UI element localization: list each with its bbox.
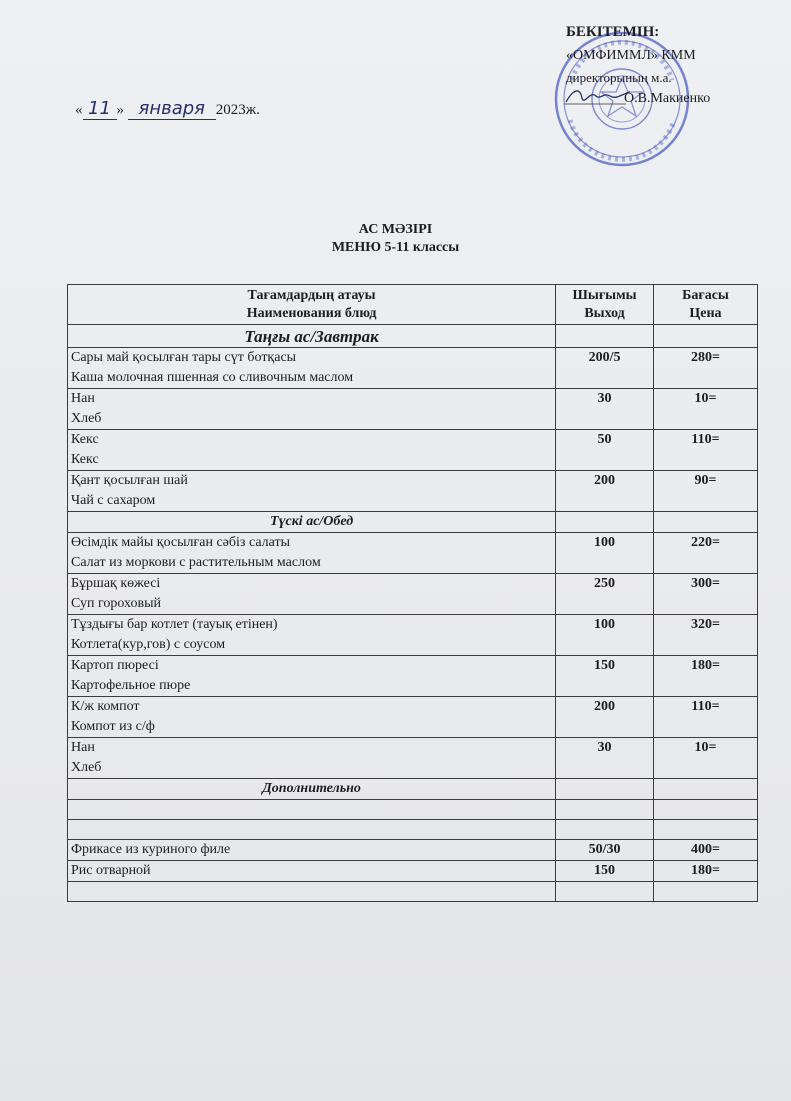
table-row	[68, 738, 758, 779]
dish-output: 50	[556, 430, 654, 471]
dish-name-kz: Нан	[71, 740, 95, 755]
dish-output: 200/5	[556, 348, 654, 389]
table-row	[68, 389, 758, 430]
section-title-breakfast: Таңғы ас/Завтрак	[68, 325, 556, 348]
dish-name-kz: Кекс	[71, 432, 99, 447]
dish-name	[68, 471, 556, 512]
date-month: января	[128, 98, 216, 120]
header-output-kz: Шығымы	[572, 287, 637, 303]
header-price-kz: Бағасы	[682, 287, 729, 303]
dish-price: 300=	[653, 574, 757, 615]
dish-name-kz: К/ж компот	[71, 699, 140, 714]
approval-heading: БЕКІТЕМІН:	[566, 24, 660, 40]
section-row-breakfast	[68, 325, 758, 348]
dish-name-kz: Картоп пюресі	[71, 658, 159, 673]
dish-name	[68, 738, 556, 779]
header-output-ru: Выход	[584, 305, 625, 321]
section-title-lunch: Түскі ас/Обед	[68, 512, 556, 533]
dish-name-kz: Сары май қосылған тары сүт ботқасы	[71, 350, 297, 365]
dish-output: 30	[556, 389, 654, 430]
dish-price: 220=	[653, 533, 757, 574]
table-row	[68, 574, 758, 615]
header-dish-name-ru: Наименования блюд	[246, 305, 377, 321]
dish-name-ru: Хлеб	[71, 760, 102, 775]
approval-block	[0, 0, 791, 180]
header-price-ru: Цена	[689, 305, 722, 321]
dish-name-kz: Қант қосылған шай	[71, 473, 188, 488]
empty-row	[68, 800, 758, 820]
dish-output: 150	[556, 656, 654, 697]
dish-output: 200	[556, 471, 654, 512]
dish-name	[68, 348, 556, 389]
date-year: 2023ж.	[215, 102, 260, 118]
table-row	[68, 840, 758, 861]
section-row-extra	[68, 779, 758, 800]
dish-name	[68, 697, 556, 738]
header-dish-name	[68, 285, 556, 325]
date-day: 11	[83, 98, 117, 120]
dish-price: 320=	[653, 615, 757, 656]
dish-name-ru: Хлеб	[71, 411, 102, 426]
date-quote-open: «	[75, 102, 83, 118]
table-row	[68, 430, 758, 471]
dish-name-kz: Өсімдік майы қосылған сәбіз салаты	[71, 535, 291, 550]
dish-price: 90=	[653, 471, 757, 512]
dish-name	[68, 615, 556, 656]
dish-name: Фрикасе из куриного филе	[68, 840, 556, 861]
dish-output: 200	[556, 697, 654, 738]
director-position: директорының м.а.	[566, 70, 672, 85]
dish-price: 10=	[653, 738, 757, 779]
dish-output: 150	[556, 861, 654, 882]
dish-output: 250	[556, 574, 654, 615]
date-quote-close: »	[116, 102, 124, 118]
dish-name-ru: Компот из с/ф	[71, 719, 155, 734]
table-row	[68, 471, 758, 512]
menu-title-ru: МЕНЮ 5-11 классы	[331, 240, 460, 255]
approval-date	[75, 98, 260, 120]
dish-output: 100	[556, 615, 654, 656]
dish-name-ru: Чай с сахаром	[71, 493, 156, 508]
dish-name-ru: Картофельное пюре	[71, 678, 191, 693]
table-row	[68, 348, 758, 389]
dish-name-kz: Нан	[71, 391, 95, 406]
dish-output: 100	[556, 533, 654, 574]
dish-name-kz: Бұршақ көжесі	[71, 576, 161, 591]
dish-price: 110=	[653, 697, 757, 738]
menu-table	[67, 284, 758, 902]
dish-price: 400=	[653, 840, 757, 861]
dish-price: 280=	[653, 348, 757, 389]
menu-title-kz: АС МӘЗІРІ	[358, 222, 433, 237]
section-title-extra: Дополнительно	[68, 779, 556, 800]
director-name: О.В.Макиенко	[624, 91, 711, 106]
header-price	[653, 285, 757, 325]
dish-price: 180=	[653, 656, 757, 697]
section-row-lunch	[68, 512, 758, 533]
organization-name: «ОМФИММЛ» КММ	[566, 48, 696, 63]
dish-output: 30	[556, 738, 654, 779]
header-output	[556, 285, 654, 325]
dish-price: 180=	[653, 861, 757, 882]
empty-row	[68, 820, 758, 840]
table-header-row	[68, 285, 758, 325]
table-row	[68, 697, 758, 738]
dish-name-kz: Тұздығы бар котлет (тауық етінен)	[71, 617, 278, 632]
table-row	[68, 615, 758, 656]
dish-name-ru: Салат из моркови с растительным маслом	[71, 555, 321, 570]
empty-row	[68, 882, 758, 902]
dish-name	[68, 430, 556, 471]
dish-name	[68, 574, 556, 615]
dish-name	[68, 533, 556, 574]
table-row	[68, 533, 758, 574]
header-dish-name-kz: Тағамдардың атауы	[247, 287, 376, 303]
dish-price: 10=	[653, 389, 757, 430]
dish-name: Рис отварной	[68, 861, 556, 882]
table-row	[68, 861, 758, 882]
dish-price: 110=	[653, 430, 757, 471]
dish-name-ru: Каша молочная пшенная со сливочным маслом	[71, 370, 354, 385]
dish-output: 50/30	[556, 840, 654, 861]
dish-name	[68, 656, 556, 697]
dish-name	[68, 389, 556, 430]
dish-name-ru: Котлета(кур,гов) с соусом	[71, 637, 226, 652]
dish-name-ru: Кекс	[71, 452, 99, 467]
dish-name-ru: Суп гороховый	[71, 596, 162, 611]
table-row	[68, 656, 758, 697]
